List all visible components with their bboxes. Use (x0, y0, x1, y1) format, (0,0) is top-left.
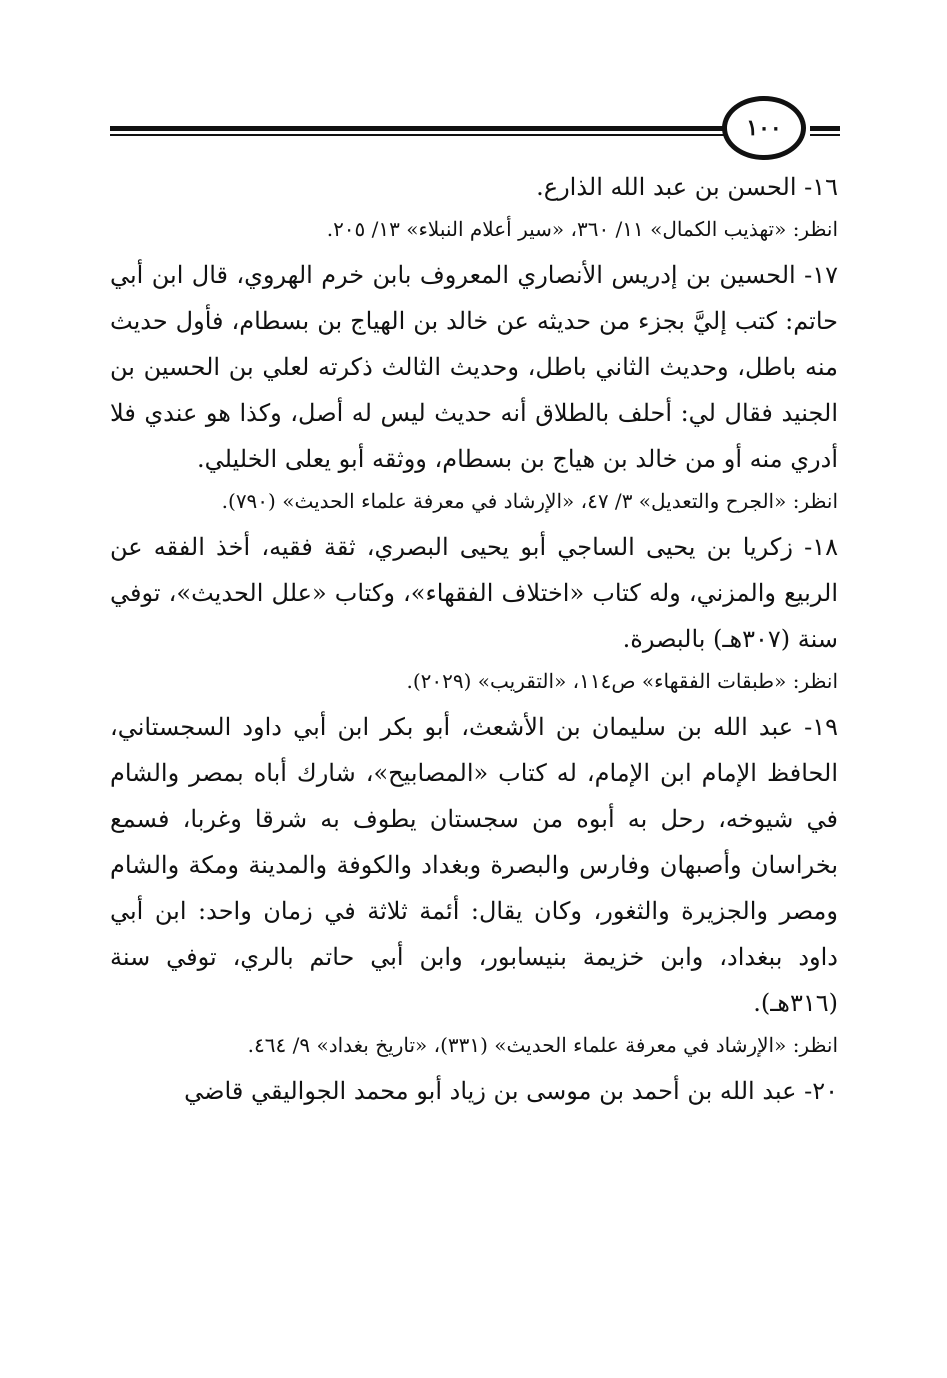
page-number: ١٠٠ (722, 96, 806, 160)
entry-19: ١٩- عبد الله بن سليمان بن الأشعث، أبو بكر ابن أبي داود السجستاني، الحافظ الإمام ابن الإمام، له كتاب «المصابيح»، شارك أباه بمصر والشام في شيوخه، رحل به أبوه من سجستان يطوف به شرقا وغربا، فسمع بخراسان وأصبهان وفارس والبصرة وبغداد والكوفة والمدينة ومكة والشام ومصر والجزيرة والثغور، وكان يقال: أئمة ثلاثة في زمان واحد: ابن أبي داود ببغداد، وابن خزيمة بنيسابور، وابن أبي حاتم بالري، توفي سنة (٣١٦هـ). (110, 713, 838, 1017)
reference-18: انظر: «طبقات الفقهاء» ص١١٤، «التقريب» (٢٠٢٩). (406, 669, 838, 693)
entry-16: ١٦- الحسن بن عبد الله الذارع. (536, 173, 838, 201)
page-body (110, 164, 838, 1114)
reference-17: انظر: «الجرح والتعديل» ٣/ ٤٧، «الإرشاد في معرفة علماء الحديث» (٧٩٠). (221, 489, 838, 513)
page-header (110, 96, 840, 160)
entry-17: ١٧- الحسين بن إدريس الأنصاري المعروف بابن خرم الهروي، قال ابن أبي حاتم: كتب إليَّ بجزء من حديثه عن خالد بن الهياج بن بسطام، فأول حديث منه باطل، وحديث الثاني باطل، وحديث الثالث ذكرته لعلي بن الحسين بن الجنيد فقال لي: أحلف بالطلاق أنه حديث ليس له أصل، وكذا هو عندي فلا أدري منه أو من خالد بن هياج بن بسطام، ووثقه أبو يعلى الخليلي. (110, 261, 839, 473)
header-rule-tail (810, 126, 840, 136)
entry-20: ٢٠- عبد الله بن أحمد بن موسى بن زياد أبو محمد الجواليقي قاضي (184, 1077, 838, 1105)
reference-19: انظر: «الإرشاد في معرفة علماء الحديث» (٣٣١)، «تاريخ بغداد» ٩/ ٤٦٤. (247, 1033, 838, 1057)
entry-18: ١٨- زكريا بن يحيى الساجي أبو يحيى البصري، ثقة فقيه، أخذ الفقه عن الربيع والمزني، وله كتاب «اختلاف الفقهاء»، وكتاب «علل الحديث»، توفي سنة (٣٠٧هـ) بالبصرة. (110, 533, 839, 653)
header-rule (110, 126, 725, 136)
reference-16: انظر: «تهذيب الكمال» ١١/ ٣٦٠، «سير أعلام النبلاء» ١٣/ ٢٠٥. (326, 217, 838, 241)
